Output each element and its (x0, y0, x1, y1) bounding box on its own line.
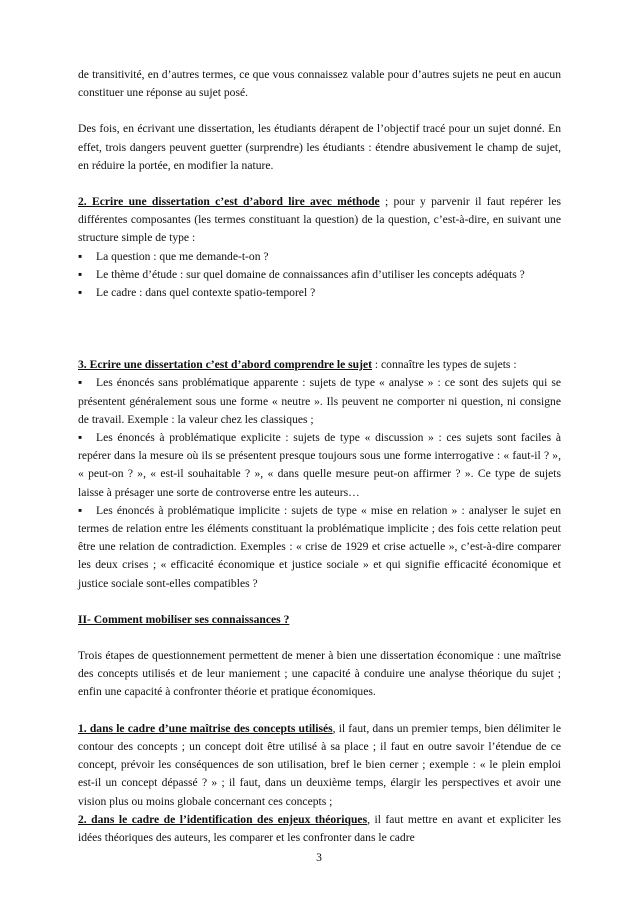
section-understand-subject (78, 356, 561, 374)
bullet-marker: ▪ (78, 376, 83, 390)
item-theoretical-issues (78, 811, 561, 847)
bullet-item: ▪ Les énoncés à problématique implicite : sujets de type « mise en relation » : analyser le sujet en termes de relation entre les éléments constituant la problématique implicite ; des fois cette relation peut être une relation de contradiction. Exemples : « crise de 1929 et crise actuelle », c’est-à-dire comparer les deux crises ; « efficacité économique et justice sociale » et qui signifie efficacité économique et justice sociale sont-elles compatibles ? (78, 503, 561, 590)
item-concepts-text: , il faut, dans un premier temps, bien délimiter le contour des concepts ; un concept doit être utilisé à sa place ; il faut en outre savoir l’étendue de ce concept, prévoir les conséquences de son utilisation, bref le bien cerner ; exemple : « le plein emploi est-il un concept dépassé ? » ; il faut, dans un deuxième temps, élargir les perspectives et avoir une vision plus ou moins globale concernant ces concepts ; (78, 721, 561, 808)
item-concepts-heading: 1. dans le cadre d’une maîtrise des concepts utilisés (78, 721, 333, 735)
section-understand-subject-text: : connaître les types de sujets : (372, 358, 517, 372)
bullet-marker: ▪ (78, 503, 83, 517)
page-number: 3 (316, 851, 322, 864)
bullet-marker: ▪ (78, 431, 83, 445)
item-concepts (78, 720, 561, 811)
section-read-method-text: ; pour y parvenir il faut repérer les différentes composantes (les termes constituant la question) de la question, c’est-à-dire, en suivant une structure simple de type : (78, 195, 562, 245)
paragraph-dangers: Des fois, en écrivant une dissertation, les étudiants dérapent de l’objectif tracé pour un sujet donné. En effet, trois dangers peuvent guetter (surprendre) les étudiants : étendre abusivement le champ de sujet, en réduire la portée, en modifier la nature. (78, 122, 561, 172)
section-understand-subject-heading: 3. Ecrire une dissertation c’est d’abord comprendre le sujet (78, 358, 372, 372)
page-body (78, 66, 561, 847)
paragraph-transitivity: de transitivité, en d’autres termes, ce que vous connaissez valable pour d’autres sujets ne peut en aucun constituer une réponse au sujet posé. (78, 68, 561, 100)
bullet-marker: ▪ (78, 286, 83, 300)
section-read-method (78, 193, 561, 248)
bullet-item: ▪ Les énoncés à problématique explicite : sujets de type « discussion » : ces sujets sont faciles à repérer dans la mesure où ils se présentent presque toujours sous une forme interrogative : « faut-il ? », « peut-on ? », « est-il souhaitable ? », « dans quelle mesure peut-on affirmer ? ». Ce type de sujets laisse à présager une sorte de controverse entre les auteurs… (78, 431, 561, 499)
bullet-marker: ▪ (78, 267, 83, 281)
bullet-marker: ▪ (78, 249, 83, 263)
bullet-item: ▪ Les énoncés sans problématique apparente : sujets de type « analyse » : ce sont des sujets qui se présentent généralement sous une forme « neutre ». Ils peuvent ne comporter ni question, ni consigne de travail. Exemple : la valeur chez les classiques ; (78, 376, 561, 426)
item-theoretical-issues-text: , il faut mettre en avant et expliciter les idées théoriques des auteurs, les comparer et les confronter dans le cadre (78, 812, 561, 844)
section-heading-mobilize: II- Comment mobiliser ses connaissances ? (78, 612, 290, 626)
bullet-item: ▪ Le thème d’étude : sur quel domaine de connaissances afin d’utiliser les concepts adéquats ? (78, 266, 561, 284)
bullet-item: ▪ La question : que me demande-t-on ? (78, 248, 561, 266)
section-read-method-heading: 2. Ecrire une dissertation c’est d’abord lire avec méthode (78, 195, 380, 209)
item-theoretical-issues-heading: 2. dans le cadre de l’identification des enjeux théoriques (78, 812, 368, 826)
bullet-item: ▪ Le cadre : dans quel contexte spatio-temporel ? (78, 284, 561, 302)
paragraph-three-steps: Trois étapes de questionnement permettent de mener à bien une dissertation économique : une maîtrise des concepts utilisés et de leur maniement ; une capacité à conduire une analyse théorique du sujet ; enfin une capacité à confronter théorie et pratique économiques. (78, 649, 561, 699)
